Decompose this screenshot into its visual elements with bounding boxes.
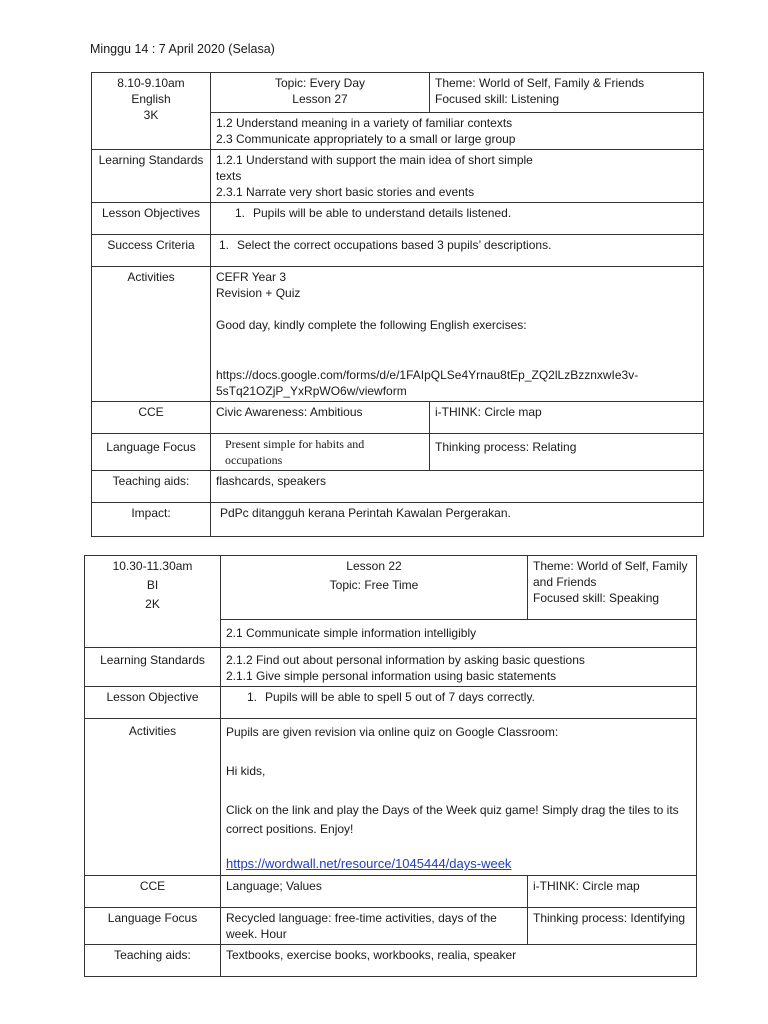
- learning-standards-cell: [221, 648, 697, 687]
- learning-standard-2: 2.3.1 Narrate very short basic stories and events: [216, 185, 475, 199]
- teaching-aids-value: flashcards, speakers: [211, 471, 704, 503]
- focused-skill: Focused skill: Listening: [435, 92, 560, 106]
- lesson-plan-table-2: [84, 555, 697, 977]
- teaching-aids-label: Teaching aids:: [92, 471, 211, 503]
- learning-standards-cell: [211, 150, 704, 203]
- thinking-process-value: Thinking process: Identifying: [528, 908, 697, 945]
- activities-greeting: Hi kids,: [226, 764, 266, 778]
- objective-label: Lesson Objective: [85, 687, 221, 719]
- language-focus-label: Language Focus: [92, 434, 211, 471]
- theme-cell: [528, 556, 697, 620]
- lesson-class: 3K: [143, 108, 159, 122]
- cce-label: CCE: [92, 402, 211, 434]
- lesson-topic: Topic: Free Time: [329, 578, 419, 592]
- learning-standard-1: 1.2.1 Understand with support the main idea of short simple: [216, 153, 533, 167]
- time-class-cell: [85, 556, 221, 648]
- lesson-theme: Theme: World of Self, Family & Friends: [435, 76, 645, 90]
- content-standard-cell: 2.1 Communicate simple information intelligibly: [221, 620, 697, 648]
- language-focus-value: Present simple for habits and occupations: [211, 434, 430, 471]
- thinking-process-value: Thinking process: Relating: [430, 434, 704, 471]
- cce-value: Language; Values: [221, 876, 528, 908]
- cce-label: CCE: [85, 876, 221, 908]
- lesson-topic: Topic: Every Day: [274, 76, 366, 90]
- objective-cell: [221, 687, 697, 719]
- success-criteria-cell: [211, 235, 704, 267]
- language-focus-value: Recycled language: free-time activities, days of the week. Hour: [221, 908, 528, 945]
- learning-standards-label: Learning Standards: [92, 150, 211, 203]
- objective-number: 1.: [247, 690, 258, 704]
- wordwall-link[interactable]: https://wordwall.net/resource/1045444/days-week: [226, 856, 512, 871]
- lesson-time: 10.30-11.30am: [112, 559, 193, 573]
- activities-line-1: CEFR Year 3: [216, 270, 287, 284]
- time-class-cell: [92, 73, 211, 150]
- objective-text: Pupils will be able to spell 5 out of 7 days correctly.: [265, 690, 535, 704]
- theme-cell: [430, 73, 704, 113]
- lesson-class: 2K: [145, 597, 160, 611]
- lesson-number: Lesson 27: [292, 92, 348, 106]
- objective-cell: [211, 203, 704, 235]
- topic-cell: [221, 556, 528, 620]
- lesson-subject: English: [131, 92, 171, 106]
- page-heading: Minggu 14 : 7 April 2020 (Selasa): [90, 42, 275, 56]
- learning-standard-2: 2.1.1 Give simple personal information using basic statements: [226, 669, 557, 683]
- activities-line-3: Good day, kindly complete the following English exercises:: [216, 318, 527, 332]
- activities-line-2: Revision + Quiz: [216, 286, 301, 300]
- topic-cell: [211, 73, 430, 113]
- teaching-aids-value: Textbooks, exercise books, workbooks, realia, speaker: [221, 945, 697, 977]
- lesson-plan-table-1: [91, 72, 704, 537]
- activities-line-1: Pupils are given revision via online quiz on Google Classroom:: [226, 725, 559, 739]
- lesson-time: 8.10-9.10am: [117, 76, 185, 90]
- language-focus-label: Language Focus: [85, 908, 221, 945]
- focused-skill: Focused skill: Speaking: [533, 591, 660, 605]
- activities-instructions: Click on the link and play the Days of the Week quiz game! Simply drag the tiles to its correct positions. Enjoy!: [226, 803, 679, 836]
- activities-cell: [211, 267, 704, 402]
- content-standards-cell: [211, 113, 704, 150]
- cce-value: Civic Awareness: Ambitious: [211, 402, 430, 434]
- impact-value: PdPc ditangguh kerana Perintah Kawalan Pergerakan.: [211, 503, 704, 537]
- learning-standard-1-cont: texts: [216, 169, 242, 183]
- lesson-theme-line-1: Theme: World of Self, Family: [533, 559, 688, 573]
- ithink-value: i-THINK: Circle map: [430, 402, 704, 434]
- objective-number: 1.: [235, 206, 246, 220]
- lesson-number: Lesson 22: [346, 559, 402, 573]
- content-standard-2: 2.3 Communicate appropriately to a small or large group: [216, 132, 516, 146]
- form-link-part-2[interactable]: 5sTq21OZjP_YxRpWO6w/viewform: [216, 384, 407, 398]
- teaching-aids-label: Teaching aids:: [85, 945, 221, 977]
- learning-standard-1: 2.1.2 Find out about personal information by asking basic questions: [226, 653, 585, 667]
- impact-label: Impact:: [92, 503, 211, 537]
- success-number: 1.: [219, 238, 230, 252]
- success-criteria-label: Success Criteria: [92, 235, 211, 267]
- learning-standards-label: Learning Standards: [85, 648, 221, 687]
- activities-label: Activities: [85, 719, 221, 876]
- success-text: Select the correct occupations based 3 pupils’ descriptions.: [237, 238, 552, 252]
- objective-text: Pupils will be able to understand details listened.: [253, 206, 512, 220]
- lesson-theme-line-2: and Friends: [533, 575, 597, 589]
- ithink-value: i-THINK: Circle map: [528, 876, 697, 908]
- lesson-subject: BI: [146, 578, 159, 592]
- objectives-label: Lesson Objectives: [92, 203, 211, 235]
- activities-cell: [221, 719, 697, 876]
- activities-label: Activities: [92, 267, 211, 402]
- form-link-part-1[interactable]: https://docs.google.com/forms/d/e/1FAIpQLSe4Yrnau8tEp_ZQ2lLzBzznxwIe3v-: [216, 368, 639, 382]
- content-standard-1: 1.2 Understand meaning in a variety of familiar contexts: [216, 116, 513, 130]
